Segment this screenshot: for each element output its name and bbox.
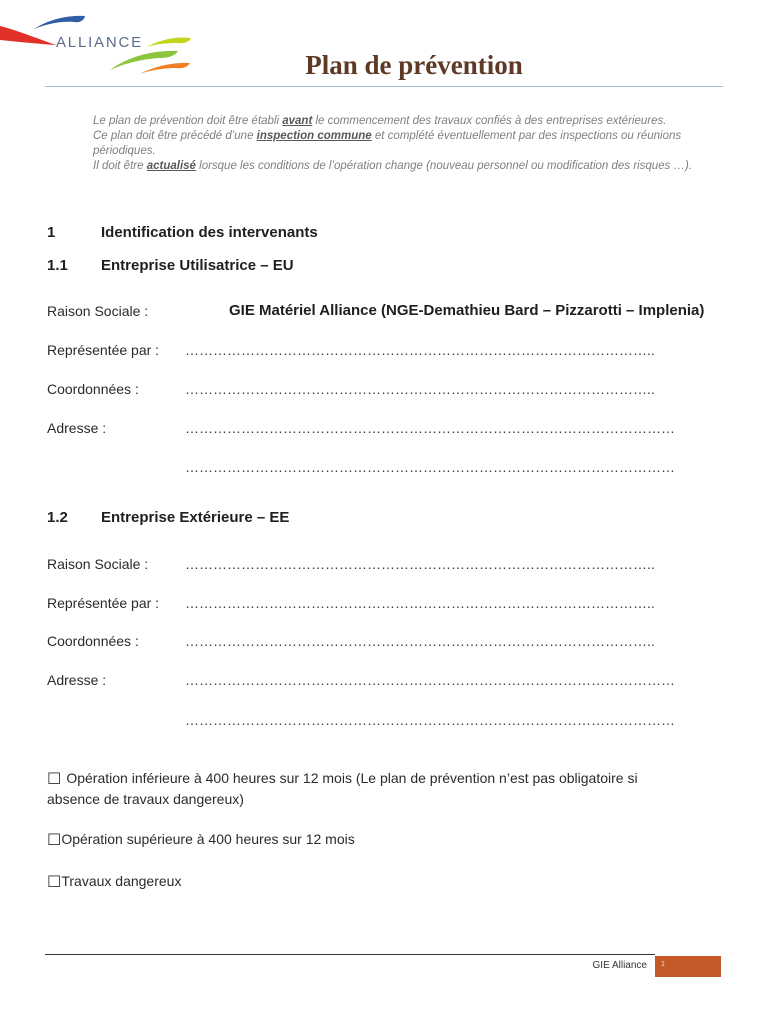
- field-representee-par-ee: [0, 594, 768, 612]
- section-title: Identification des intervenants: [101, 224, 318, 241]
- intro-text: le commencement des travaux confiés à des entreprises extérieures.: [312, 115, 667, 127]
- field-blank-line: ……………………………………………………………………………………………: [185, 672, 675, 688]
- field-label: Raison Sociale :: [47, 556, 149, 572]
- field-label: Raison Sociale :: [47, 303, 149, 319]
- logo-orange-swoosh: [139, 63, 190, 74]
- field-blank-line: ………………………………………………………………………………………..: [185, 342, 655, 358]
- field-adresse-line2-ee: [0, 711, 768, 729]
- page-number: 1: [661, 961, 665, 968]
- field-blank-line: ……………………………………………………………………………………………: [185, 459, 675, 475]
- section-number: 1: [47, 224, 56, 241]
- intro-note: [93, 114, 692, 174]
- field-blank-line: ………………………………………………………………………………………..: [185, 381, 655, 397]
- field-blank-line: ………………………………………………………………………………………..: [185, 595, 655, 611]
- subsection-title: Entreprise Extérieure – EE: [101, 509, 290, 526]
- subsection-title: Entreprise Utilisatrice – EU: [101, 257, 294, 274]
- section-heading-identification: [0, 223, 768, 243]
- intro-line-2: [93, 129, 692, 144]
- intro-text: Il doit être: [93, 160, 147, 172]
- checkbox[interactable]: ☐: [47, 769, 62, 788]
- field-blank-line: ………………………………………………………………………………………..: [185, 633, 655, 649]
- intro-line-3: périodiques.: [93, 145, 156, 157]
- option-over-400-hours: [47, 829, 355, 850]
- field-value: GIE Matériel Alliance (NGE-Demathieu Bard – Pizzarotti – Implenia): [229, 302, 705, 319]
- logo-red-swoosh: [0, 26, 56, 45]
- field-label: Adresse :: [47, 672, 107, 688]
- intro-text: et complété éventuellement par des inspections ou réunions: [371, 130, 682, 142]
- option-under-400-hours: [47, 768, 638, 810]
- title-divider: [45, 86, 723, 87]
- checkbox[interactable]: ☐: [47, 872, 62, 891]
- logo-yellow-green-swoosh: [146, 37, 191, 47]
- footer-organization: GIE Alliance: [592, 960, 647, 971]
- field-adresse-ee: [0, 671, 768, 689]
- option-label: Travaux dangereux: [61, 873, 182, 889]
- field-blank-line: ………………………………………………………………………………………..: [185, 556, 655, 572]
- intro-emphasis-inspection-commune: inspection commune: [256, 130, 372, 142]
- option-label-continued: absence de travaux dangereux): [47, 791, 244, 807]
- field-adresse-line2-eu: [0, 458, 768, 476]
- subsection-heading-ee: [0, 508, 768, 528]
- intro-emphasis-avant: avant: [282, 115, 313, 127]
- logo-blue-swoosh: [34, 16, 85, 29]
- field-label: Adresse :: [47, 420, 107, 436]
- subsection-heading-eu: [0, 256, 768, 276]
- alliance-logo: [0, 0, 200, 80]
- field-blank-line: ……………………………………………………………………………………………: [185, 420, 675, 436]
- intro-text: Le plan de prévention doit être établi: [93, 115, 283, 127]
- field-label: Représentée par :: [47, 342, 160, 358]
- field-raison-sociale-eu: [0, 302, 768, 320]
- field-label: Coordonnées :: [47, 633, 139, 649]
- field-raison-sociale-ee: [0, 555, 768, 573]
- option-label: Opération supérieure à 400 heures sur 12 mois: [61, 831, 355, 847]
- field-coordonnees-ee: [0, 632, 768, 650]
- intro-emphasis-actualise: actualisé: [146, 160, 196, 172]
- field-label: Coordonnées :: [47, 381, 139, 397]
- field-coordonnees-eu: [0, 380, 768, 398]
- intro-line-1: [93, 114, 692, 129]
- intro-text: Ce plan doit être précédé d’une: [93, 130, 257, 142]
- intro-text: lorsque les conditions de l’opération change (nouveau personnel ou modification des risques …).: [195, 160, 693, 172]
- logo-wordmark: ALLIANCE: [56, 34, 143, 51]
- field-label: Représentée par :: [47, 595, 160, 611]
- option-label: Opération inférieure à 400 heures sur 12 mois (Le plan de prévention n’est pas obligatoire si: [66, 770, 638, 786]
- footer-divider: [45, 954, 655, 955]
- field-blank-line: ……………………………………………………………………………………………: [185, 712, 675, 728]
- page-title: Plan de prévention: [305, 50, 523, 80]
- field-adresse-eu: [0, 419, 768, 437]
- subsection-number: 1.2: [47, 509, 68, 526]
- intro-line-4: [93, 159, 692, 174]
- option-dangerous-work: [47, 871, 181, 892]
- subsection-number: 1.1: [47, 257, 68, 274]
- checkbox[interactable]: ☐: [47, 830, 62, 849]
- page-number-badge: [655, 956, 721, 977]
- field-representee-par-eu: [0, 341, 768, 359]
